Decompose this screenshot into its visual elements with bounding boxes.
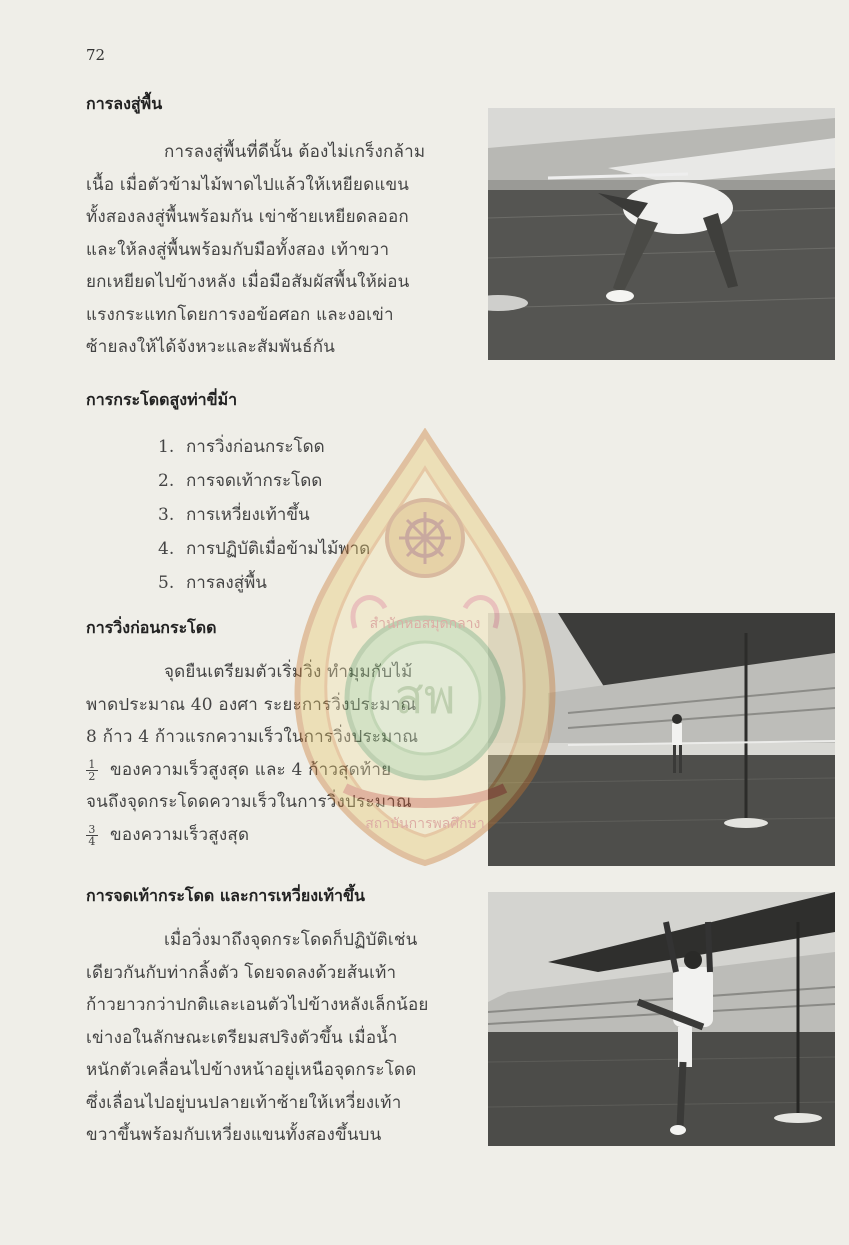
list-number: 5. <box>158 573 175 593</box>
text-line: เข่างอในลักษณะเตรียมสปริงตัวขึ้น เมื่อน้ำ <box>86 1027 398 1048</box>
text-line-with-fraction <box>86 754 418 787</box>
photo-landing <box>488 108 835 360</box>
list-text: การปฏิบัติเมื่อข้ามไม้พาด <box>186 539 371 559</box>
list-item <box>158 498 370 532</box>
text-line: หนักตัวเคลื่อนไปข้างหน้าอยู่เหนือจุดกระโดด <box>86 1060 417 1080</box>
list-text: การลงสู่พื้น <box>186 573 267 593</box>
text-line: พาดประมาณ 40 องศา ระยะการวิ่งประมาณ <box>86 694 417 715</box>
step-list <box>158 430 370 600</box>
text-line: จนถึงจุดกระโดดความเร็วในการวิ่งประมาณ <box>86 792 412 812</box>
text-line-with-fraction <box>86 819 418 852</box>
text-line: ของความเร็วสูงสุด และ 4 ก้าวสุดท้าย <box>110 759 392 780</box>
heading-takeoff: การจดเท้ากระโดด และการเหวี่ยงเท้าขึ้น <box>86 886 365 905</box>
watermark-center-text: สพ <box>394 669 456 725</box>
heading-scissors-method: การกระโดดสูงท่าขี่ม้า <box>86 390 238 409</box>
text-line: ซึ่งเลื่อนไปอยู่บนปลายเท้าซ้ายให้เหวี่ยงเท้า <box>86 1092 402 1113</box>
fraction-denominator: 4 <box>88 834 96 848</box>
text-line: ซ้ายลงให้ได้จังหวะและสัมพันธ์กัน <box>86 337 336 357</box>
fraction-three-quarters <box>86 824 98 847</box>
text-line: ของความเร็วสูงสุด <box>110 824 250 845</box>
heading-landing: การลงสู่พื้น <box>86 94 163 113</box>
list-text: การเหวี่ยงเท้าขึ้น <box>186 505 310 525</box>
list-number: 2. <box>158 471 175 491</box>
list-text: การจดเท้ากระโดด <box>186 471 323 491</box>
text-line: เมื่อวิ่งมาถึงจุดกระโดดก็ปฏิบัติเช่น <box>164 930 418 950</box>
watermark-top-text: สำนักหอสมุดกลาง <box>369 616 481 632</box>
text-line: แรงกระแทกโดยการงอข้อศอก และงอเข่า <box>86 304 394 325</box>
fraction-numerator: 3 <box>86 824 98 836</box>
list-item <box>158 566 370 600</box>
heading-run-up: การวิ่งก่อนกระโดด <box>86 618 217 637</box>
list-number: 4. <box>158 539 175 559</box>
list-item <box>158 532 370 566</box>
text-line: ทั้งสองลงสู่พื้นพร้อมกัน เข่าซ้ายเหยียดลออก <box>86 207 409 227</box>
photo-takeoff <box>488 892 835 1146</box>
watermark-bottom-text: สถาบันการพลศึกษา <box>365 816 485 832</box>
page-number: 72 <box>86 46 106 64</box>
fraction-denominator: 2 <box>88 769 96 783</box>
paragraph-run-up <box>86 656 418 851</box>
list-text: การวิ่งก่อนกระโดด <box>186 437 325 457</box>
text-line: ก้าวยาวกว่าปกติและเอนตัวไปข้างหลังเล็กน้อย <box>86 995 429 1015</box>
fraction-numerator: 1 <box>86 759 98 771</box>
text-line: จุดยืนเตรียมตัวเริ่มวิ่ง ทำมุมกับไม้ <box>164 662 413 682</box>
text-line: ขวาขึ้นพร้อมกับเหวี่ยงแขนทั้งสองขึ้นบน <box>86 1125 382 1145</box>
fraction-one-half <box>86 759 98 782</box>
text-line: เนื้อ เมื่อตัวข้ามไม้พาดไปแล้วให้เหยียดแขน <box>86 174 410 195</box>
text-line: เดียวกันกับท่ากลิ้งตัว โดยจดลงด้วยส้นเท้า <box>86 962 397 983</box>
text-line: การลงสู่พื้นที่ดีนั้น ต้องไม่เกร็งกล้าม <box>164 142 426 162</box>
text-line: และให้ลงสู่พื้นพร้อมกับมือทั้งสอง เท้าขวา <box>86 239 390 260</box>
paragraph-takeoff <box>86 924 429 1152</box>
list-number: 1. <box>158 437 175 457</box>
list-item <box>158 464 370 498</box>
photo-run-up <box>488 613 835 866</box>
text-line: 8 ก้าว 4 ก้าวแรกความเร็วในการวิ่งประมาณ <box>86 727 419 747</box>
text-line: ยกเหยียดไปข้างหลัง เมื่อมือสัมผัสพื้นให้ผ่อน <box>86 272 410 292</box>
list-number: 3. <box>158 505 175 525</box>
paragraph-landing <box>86 136 425 364</box>
list-item <box>158 430 370 464</box>
